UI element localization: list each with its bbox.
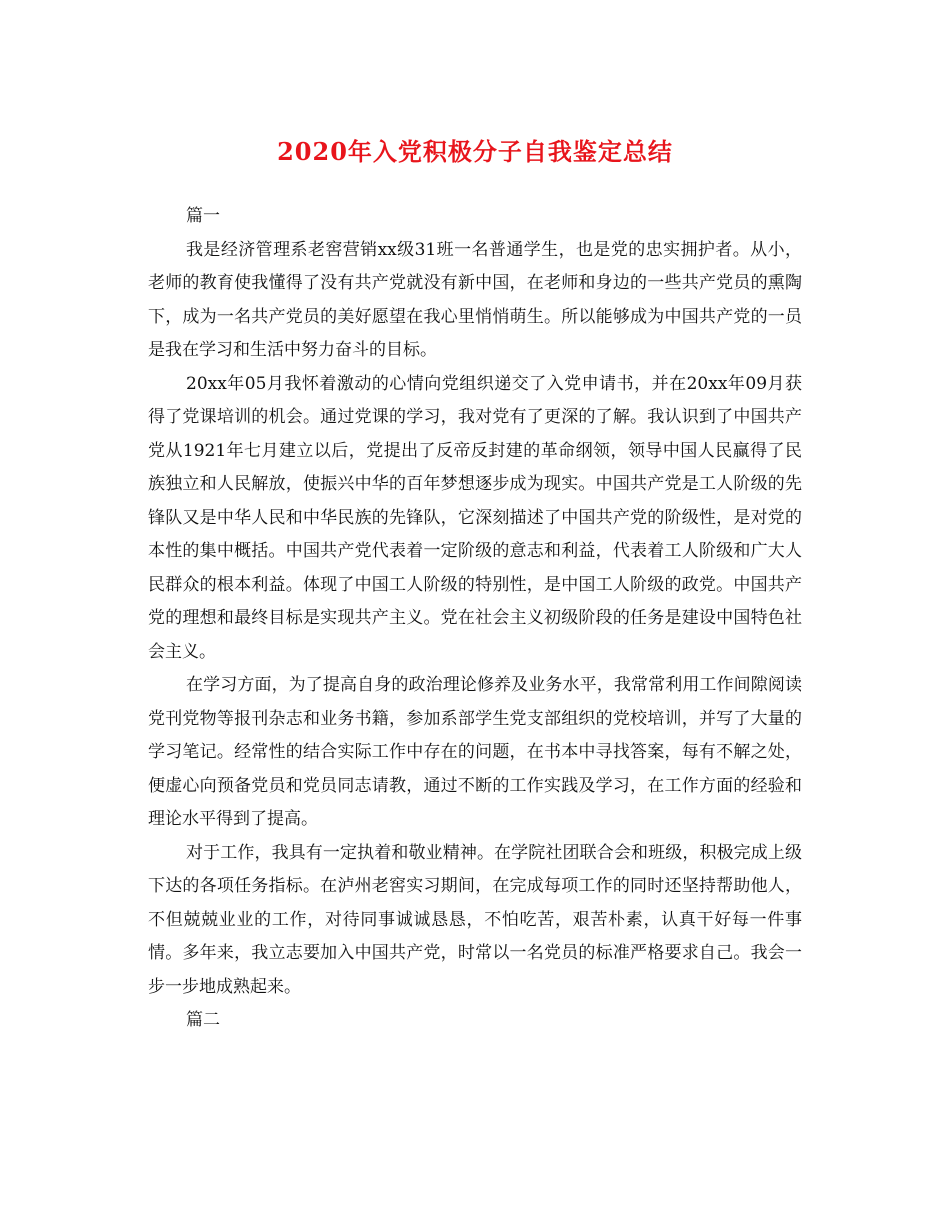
section-label-2: 篇二 xyxy=(186,1010,220,1030)
paragraph-2: 20xx年05月我怀着激动的心情向党组织递交了入党申请书，并在20xx年09月获得了党课培训的机会。通过党课的学习，我对党有了更深的了解。我认识到了中国共产党从1921年七月建立以后，党提出了反帝反封建的革命纲领，领导中国人民赢得了民族独立和人民解放，使振兴中华的百年梦想逐步成为现实。中国共产党是工人阶级的先锋队又是中华人民和中华民族的先锋队，它深刻描述了中国共产党的阶级性，是对党的本性的集中概括。中国共产党代表着一定阶级的意志和利益，代表着工人阶级和广大人民群众的根本利益。体现了中国工人阶级的特别性，是中国工人阶级的政党。中国共产党的理想和最终目标是实现共产主义。党在社会主义初级阶段的任务是建设中国特色社会主义。 xyxy=(148,373,802,662)
section-label-1: 篇一 xyxy=(186,206,220,226)
document-title: 2020年入党积极分子自我鉴定总结 xyxy=(277,137,673,166)
paragraph-3: 在学习方面，为了提高自身的政治理论修养及业务水平，我常常利用工作间隙阅读党刊党物等报刊杂志和业务书籍，参加系部学生党支部组织的党校培训，并写了大量的学习笔记。经常性的结合实际工作中存在的问题，在书本中寻找答案，每有不解之处，便虚心向预备党员和党员同志请教，通过不断的工作实践及学习，在工作方面的经验和理论水平得到了提高。 xyxy=(148,675,802,829)
paragraph-1: 我是经济管理系老窖营销xx级31班一名普通学生，也是党的忠实拥护者。从小，老师的教育使我懂得了没有共产党就没有新中国，在老师和身边的一些共产党员的熏陶下，成为一名共产党员的美好愿望在我心里悄悄萌生。所以能够成为中国共产党的一员是我在学习和生活中努力奋斗的目标。 xyxy=(148,239,802,360)
paragraph-4: 对于工作，我具有一定执着和敬业精神。在学院社团联合会和班级，积极完成上级下达的各项任务指标。在泸州老窖实习期间，在完成每项工作的同时还坚持帮助他人，不但兢兢业业的工作，对待同事诚诚恳恳，不怕吃苦，艰苦朴素，认真干好每一件事情。多年来，我立志要加入中国共产党，时常以一名党员的标准严格要求自己。我会一步一步地成熟起来。 xyxy=(148,842,802,997)
document-body xyxy=(148,200,802,1038)
